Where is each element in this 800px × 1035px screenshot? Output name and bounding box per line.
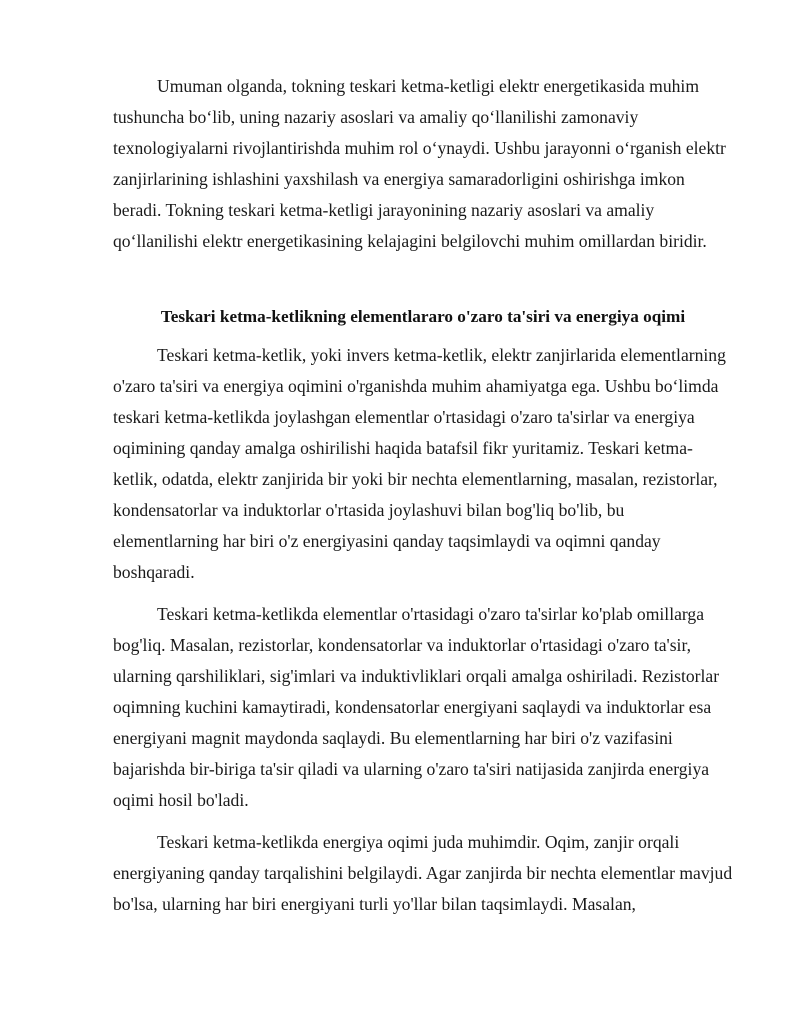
body-paragraph-3: Teskari ketma-ketlikda energiya oqimi juda muhimdir. Oqim, zanjir orqali energiyaning qanday tarqalishini belgilaydi. Agar zanjirda bir nechta elementlar mavjud bo'lsa, ularning har biri energiyani turli yo'llar bilan taqsimlaydi. Masalan, [113, 832, 733, 914]
section-heading: Teskari ketma-ketlikning elementlararo o'zaro ta'siri va energiya oqimi [160, 307, 686, 326]
intro-paragraph: Umuman olganda, tokning teskari ketma-ketligi elektr energetikasida muhim tushuncha bo‘lib, uning nazariy asoslari va amaliy qo‘llanilishi zamonaviy texnologiyalarni rivojlantirishda muhim rol o‘ynaydi. Ushbu jarayonni o‘rganish elektr zanjirlarining ishlashini yaxshilash va energiya samaradorligini oshirishga imkon beradi. Tokning teskari ketma-ketligi jarayonining nazariy asoslari va amaliy qo‘llanilishi elektr energetikasining kelajagini belgilovchi muhim omillardan biridir. [113, 76, 726, 251]
document-body [113, 71, 733, 920]
body-paragraph-1: Teskari ketma-ketlik, yoki invers ketma-ketlik, elektr zanjirlarida elementlarning o'zaro ta'siri va energiya oqimini o'rganishda muhim ahamiyatga ega. Ushbu bo‘limda teskari ketma-ketlikda joylashgan elementlar o'rtasidagi o'zaro ta'sirlar va energiya oqimining qanday amalga oshirilishi haqida batafsil fikr yuritamiz. Teskari ketma-ketlik, odatda, elektr zanjirida bir yoki bir nechta elementlarning, masalan, rezistorlar, kondensatorlar va induktorlar o'rtasida joylashuvi bilan bog'liq bo'lib, bu elementlarning har biri o'z energiyasini qanday taqsimlaydi va oqimni qanday boshqaradi. [113, 345, 726, 582]
body-paragraph-2: Teskari ketma-ketlikda elementlar o'rtasidagi o'zaro ta'sirlar ko'plab omillarga bog'liq. Masalan, rezistorlar, kondensatorlar va induktorlar o'rtasidagi o'zaro ta'sir, ularning qarshiliklari, sig'imlari va induktivliklari orqali amalga oshiriladi. Rezistorlar oqimning kuchini kamaytiradi, kondensatorlar energiyani saqlaydi va induktorlar esa energiyani magnit maydonda saqlaydi. Bu elementlarning har biri o'z vazifasini bajarishda bir-biriga ta'sir qiladi va ularning o'zaro ta'siri natijasida zanjirda energiya oqimi hosil bo'ladi. [113, 604, 720, 810]
